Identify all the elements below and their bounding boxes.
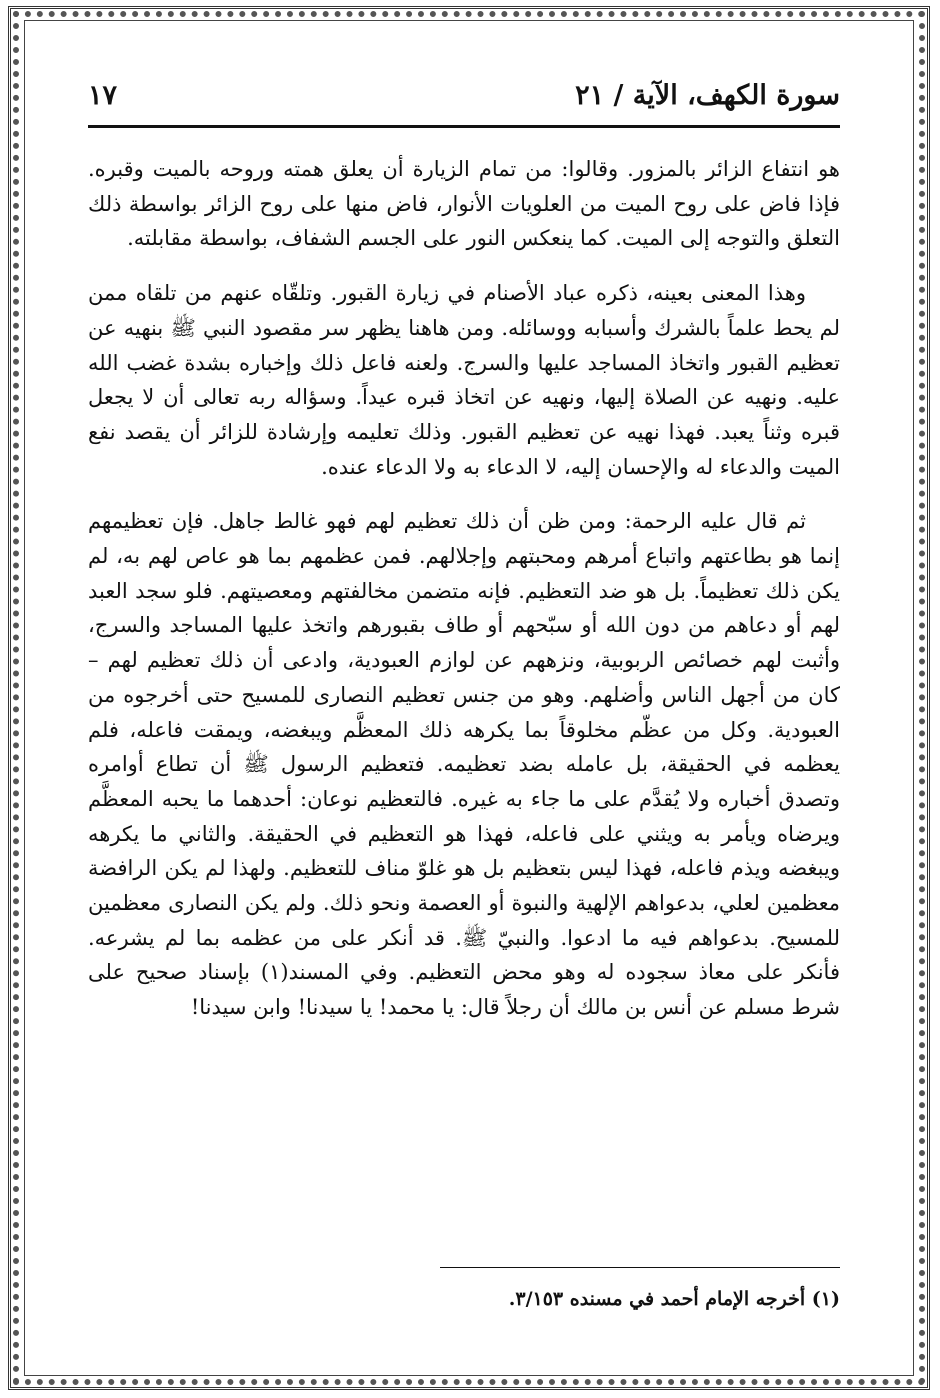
running-header [88,78,840,122]
header-title: سورة الكهف، الآية / ٢١ [575,80,840,111]
footnote-rule [440,1267,840,1268]
paragraph-2: وهذا المعنى بعينه، ذكره عباد الأصنام في زيارة القبور. وتلقّاه عنهم من تلقاه ممن لم يحط علماً بالشرك وأسبابه ووسائله. ومن هاهنا يظهر سر مقصود النبي ﷺ بنهيه عن تعظيم القبور واتخاذ المساجد عليها والسرج. ولعنه فاعل ذلك وإخباره بشدة غضب الله عليه. ونهيه عن الصلاة إليها، ونهيه عن اتخاذ قبره عيداً. وسؤاله ربه تعالى أن لا يجعل قبره وثناً يعبد. فهذا نهيه عن تعظيم القبور. وذلك تعليمه وإرشادة للزائر أن يقصد نفع الميت والدعاء له والإحسان إليه، لا الدعاء به ولا الدعاء عنده. [88,281,840,479]
body-text [88,152,840,1025]
header-rule [88,125,840,128]
page-number: ١٧ [88,80,118,111]
paragraph-3: ثم قال عليه الرحمة: ومن ظن أن ذلك تعظيم لهم فهو غالط جاهل. فإن تعظيمهم إنما هو بطاعتهم واتباع أمرهم ومحبتهم وإجلالهم. فمن عظمهم بما هو عاص لهم به، لم يكن ذلك تعظيماً. بل هو ضد التعظيم. فإنه متضمن مخالفتهم ومعصيتهم. فلو سجد العبد لهم أو دعاهم من دون الله أو سبّحهم أو طاف بقبورهم واتخذ عليها المساجد والسرج، وأثبت لهم خصائص الربوبية، ونزههم عن لوازم العبودية، وادعى أن ذلك تعظيم لهم – كان من أجهل الناس وأضلهم. وهو من جنس تعظيم النصارى للمسيح حتى أخرجوه من العبودية. وكل من عظّم مخلوقاً بما يكرهه ذلك المعظَّم ويبغضه، ويمقت فاعله، فلم يعظمه في الحقيقة، بل عامله بضد تعظيمه. فتعظيم الرسول ﷺ أن تطاع أوامره وتصدق أخباره ولا يُقدَّم على ما جاء به غيره. فالتعظيم نوعان: أحدهما ما يحبه المعظَّم ويرضاه ويأمر به ويثني على فاعله، فهذا هو التعظيم في الحقيقة. والثاني ما يكرهه ويبغضه ويذم فاعله، فهذا ليس بتعظيم بل هو غلوّ مناف للتعظيم. ولهذا لم يكن الرافضة معظمين لعلي، بدعواهم الإلهية والنبوة أو العصمة ونحو ذلك. ولم يكن النصارى معظمين للمسيح. بدعواهم فيه ما ادعوا. والنبيّ ﷺ. قد أنكر على من عظمه بما لم يشرعه. فأنكر على معاذ سجوده له وهو محض التعظيم. وفي المسند(١) بإسناد صحيح على شرط مسلم عن أنس بن مالك أن رجلاً قال: يا محمد! يا سيدنا! وابن سيدنا! [88,509,840,1020]
paragraph-1: هو انتفاع الزائر بالمزور. وقالوا: من تمام الزيارة أن يعلق همته وروحه بالميت وقبره. فإذا فاض على روح الميت من العلويات الأنوار، فاض منها على روح الزائر بواسطة ذلك التعلق والتوجه إلى الميت. كما ينعكس النور على الجسم الشفاف، بواسطة مقابلته. [88,157,840,251]
footnote: (١) أخرجه الإمام أحمد في مسنده ٣/١٥٣. [508,1288,840,1310]
